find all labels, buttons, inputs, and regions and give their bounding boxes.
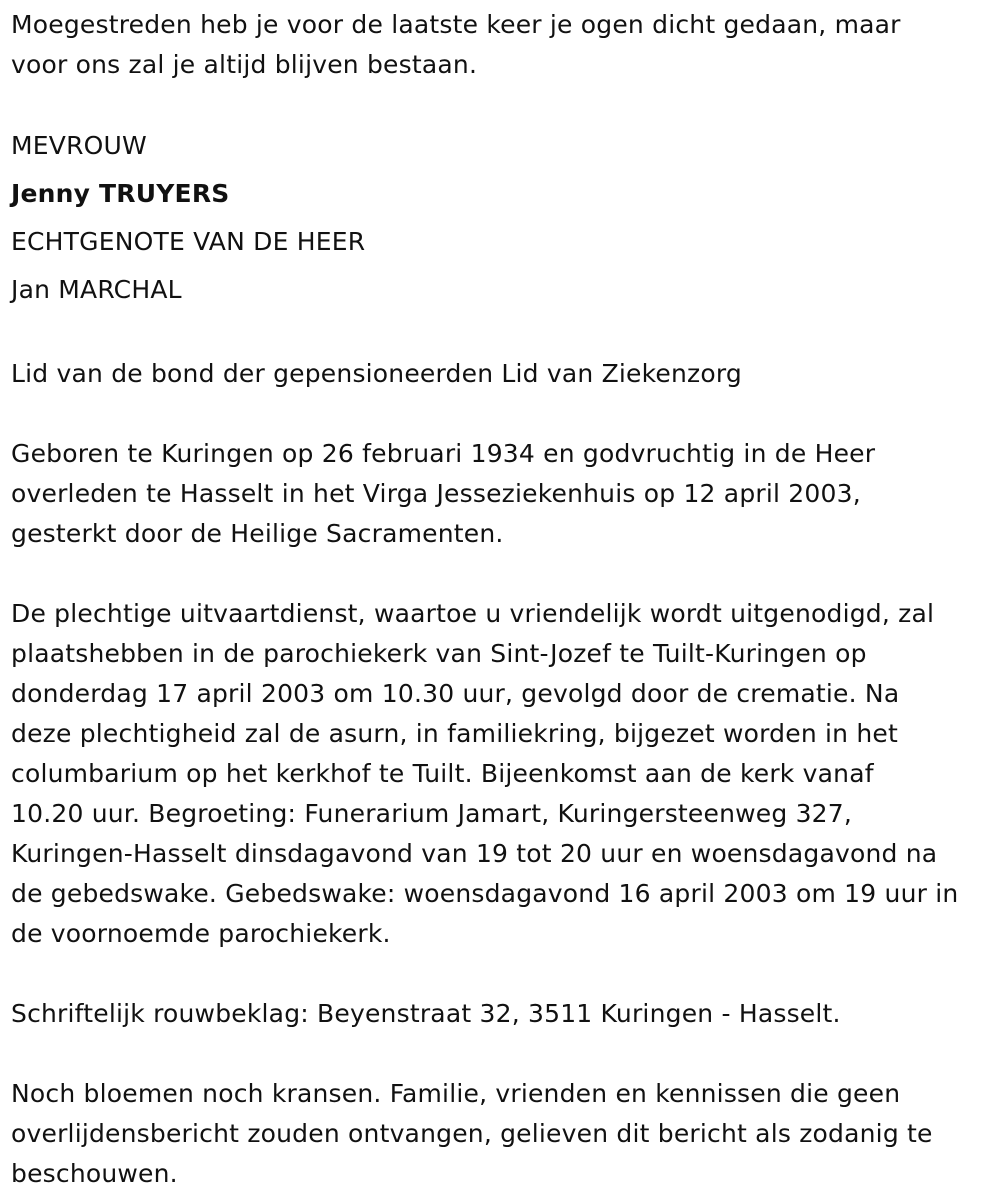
deceased-name: Jenny TRUYERS	[11, 179, 230, 208]
relation-label: ECHTGENOTE VAN DE HEER	[11, 227, 366, 256]
spacer	[11, 554, 988, 594]
deceased-block	[11, 122, 988, 314]
paragraph-line: overleden te Hasselt in het Virga Jesseziekenhuis op 12 april 2003,	[11, 479, 861, 508]
memberships-line: Lid van de bond der gepensioneerden Lid van Ziekenzorg	[11, 359, 742, 388]
spacer	[11, 314, 988, 354]
spacer	[11, 85, 988, 125]
honorific: MEVROUW	[11, 131, 147, 160]
condolences-line: Schriftelijk rouwbeklag: Beyenstraat 32, 3511 Kuringen - Hasselt.	[11, 999, 841, 1028]
intro-line: Moegestreden heb je voor de laatste keer je ogen dicht gedaan, maar	[11, 10, 901, 39]
paragraph-line: De plechtige uitvaartdienst, waartoe u vriendelijk wordt uitgenodigd, zal	[11, 599, 935, 628]
paragraph-line: beschouwen.	[11, 1159, 178, 1188]
spacer	[11, 394, 988, 434]
intro-verse	[11, 5, 988, 85]
paragraph-line: Geboren te Kuringen op 26 februari 1934 en godvruchtig in de Heer	[11, 439, 876, 468]
birth-death-paragraph	[11, 434, 988, 554]
memberships	[11, 354, 988, 394]
paragraph-line: 10.20 uur. Begroeting: Funerarium Jamart, Kuringersteenweg 327,	[11, 799, 853, 828]
paragraph-line: donderdag 17 april 2003 om 10.30 uur, gevolgd door de crematie. Na	[11, 679, 900, 708]
paragraph-line: overlijdensbericht zouden ontvangen, gelieven dit bericht als zodanig te	[11, 1119, 933, 1148]
paragraph-line: deze plechtigheid zal de asurn, in familiekring, bijgezet worden in het	[11, 719, 898, 748]
spacer	[11, 1034, 988, 1074]
paragraph-line: de voornoemde parochiekerk.	[11, 919, 391, 948]
condolences-address	[11, 994, 988, 1034]
intro-line: voor ons zal je altijd blijven bestaan.	[11, 50, 478, 79]
spacer	[11, 954, 988, 994]
paragraph-line: gesterkt door de Heilige Sacramenten.	[11, 519, 504, 548]
paragraph-line: plaatshebben in de parochiekerk van Sint-Jozef te Tuilt-Kuringen op	[11, 639, 867, 668]
closing-paragraph	[11, 1074, 988, 1194]
funeral-paragraph	[11, 594, 988, 954]
paragraph-line: columbarium op het kerkhof te Tuilt. Bijeenkomst aan de kerk vanaf	[11, 759, 874, 788]
paragraph-line: de gebedswake. Gebedswake: woensdagavond 16 april 2003 om 19 uur in	[11, 879, 959, 908]
paragraph-line: Noch bloemen noch kransen. Familie, vrienden en kennissen die geen	[11, 1079, 901, 1108]
spouse-name: Jan MARCHAL	[11, 275, 182, 304]
paragraph-line: Kuringen-Hasselt dinsdagavond van 19 tot 20 uur en woensdagavond na	[11, 839, 938, 868]
